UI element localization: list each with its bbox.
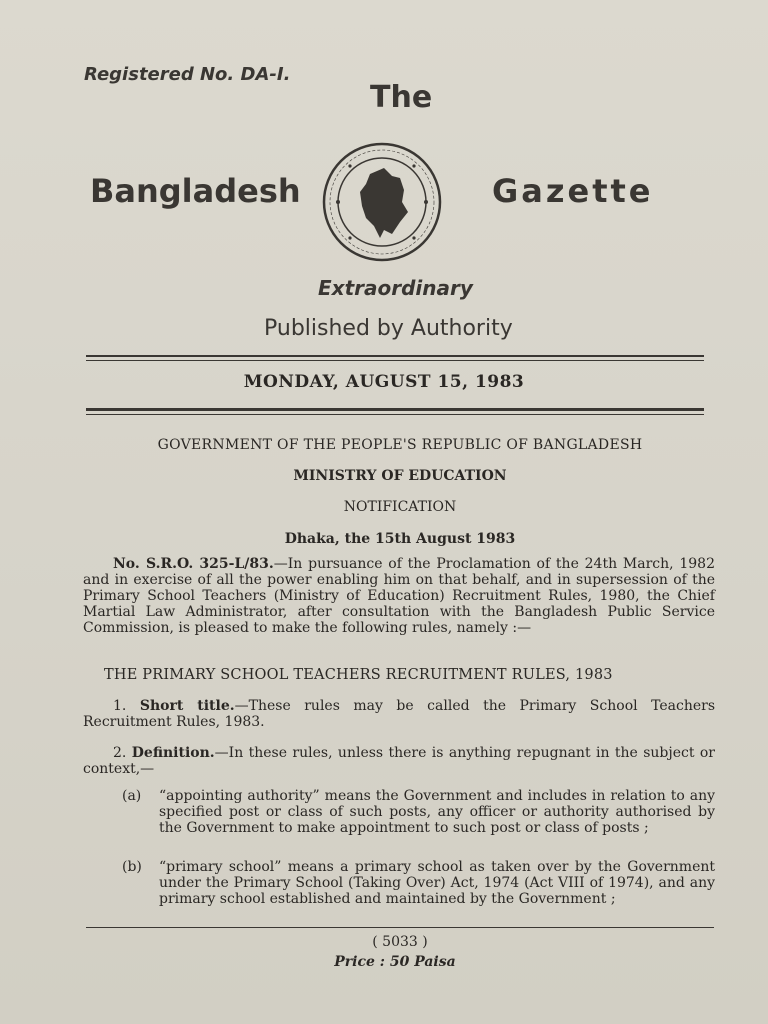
price: Price : 50 Paisa: [334, 954, 456, 970]
place-date: Dhaka, the 15th August 1983: [284, 531, 516, 547]
footer-rule: [86, 927, 714, 928]
registered-number: Registered No. DA-I.: [84, 64, 291, 85]
sro-number: No. S.R.O. 325-L/83.: [113, 556, 274, 572]
clause-b-label: (b): [122, 859, 142, 875]
clause-a-text: “appointing authority” means the Government and includes in relation to any specified post or class of such posts, any officer or authority authorised by the Government to make appointment to such post or class of posts ;: [159, 788, 715, 836]
rule-2-number: 2.: [113, 745, 127, 761]
top-rule: [86, 355, 704, 357]
page-number: ( 5033 ): [372, 934, 428, 950]
edition-label: Extraordinary: [318, 276, 473, 300]
rule-1-text: —These rules may be called the Primary School Teachers Recruitment Rules, 1983.: [83, 698, 715, 730]
rule-1-heading: Short title.: [139, 698, 235, 714]
masthead-the: The: [370, 80, 433, 115]
preamble-text: —In pursuance of the Proclamation of the 24th March, 1982 and in exercise of all the power enabling him on that behalf, and in supersession of the Primary School Teachers (Ministry of Education) Recruitment Rules, 1980, the Chief Martial Law Administrator, after consultation with the Bangladesh Public Service Commission, is pleased to make the following rules, namely :—: [83, 556, 715, 636]
published-by: Published by Authority: [264, 316, 513, 341]
masthead-title-right: Gazette: [492, 172, 654, 210]
preamble-paragraph: [83, 556, 715, 636]
government-seal-icon: [322, 138, 442, 268]
clause-b-text: “primary school” means a primary school as taken over by the Government under the Primary School (Taking Over) Act, 1974 (Act VIII of 1974), and any primary school established and maintained by the Government ;: [159, 859, 715, 907]
top-rule-thin: [86, 360, 704, 361]
issue-date: MONDAY, AUGUST 15, 1983: [243, 372, 525, 392]
rule-1: [83, 698, 715, 730]
rule-1-number: 1.: [113, 698, 127, 714]
date-rule: [86, 408, 704, 411]
masthead-title-left: Bangladesh: [90, 172, 301, 210]
date-rule-thin: [86, 414, 704, 415]
rule-2-heading: Definition.: [131, 745, 215, 761]
government-heading: GOVERNMENT OF THE PEOPLE'S REPUBLIC OF BANGLADESH: [157, 437, 643, 453]
rule-2: [83, 745, 715, 777]
rule-2-text: —In these rules, unless there is anything repugnant in the subject or context,—: [83, 745, 715, 777]
clause-a-label: (a): [122, 788, 142, 804]
notification-heading: NOTIFICATION: [343, 499, 457, 515]
rules-title: THE PRIMARY SCHOOL TEACHERS RECRUITMENT RULES, 1983: [104, 667, 613, 683]
ministry-heading: MINISTRY OF EDUCATION: [293, 468, 507, 484]
